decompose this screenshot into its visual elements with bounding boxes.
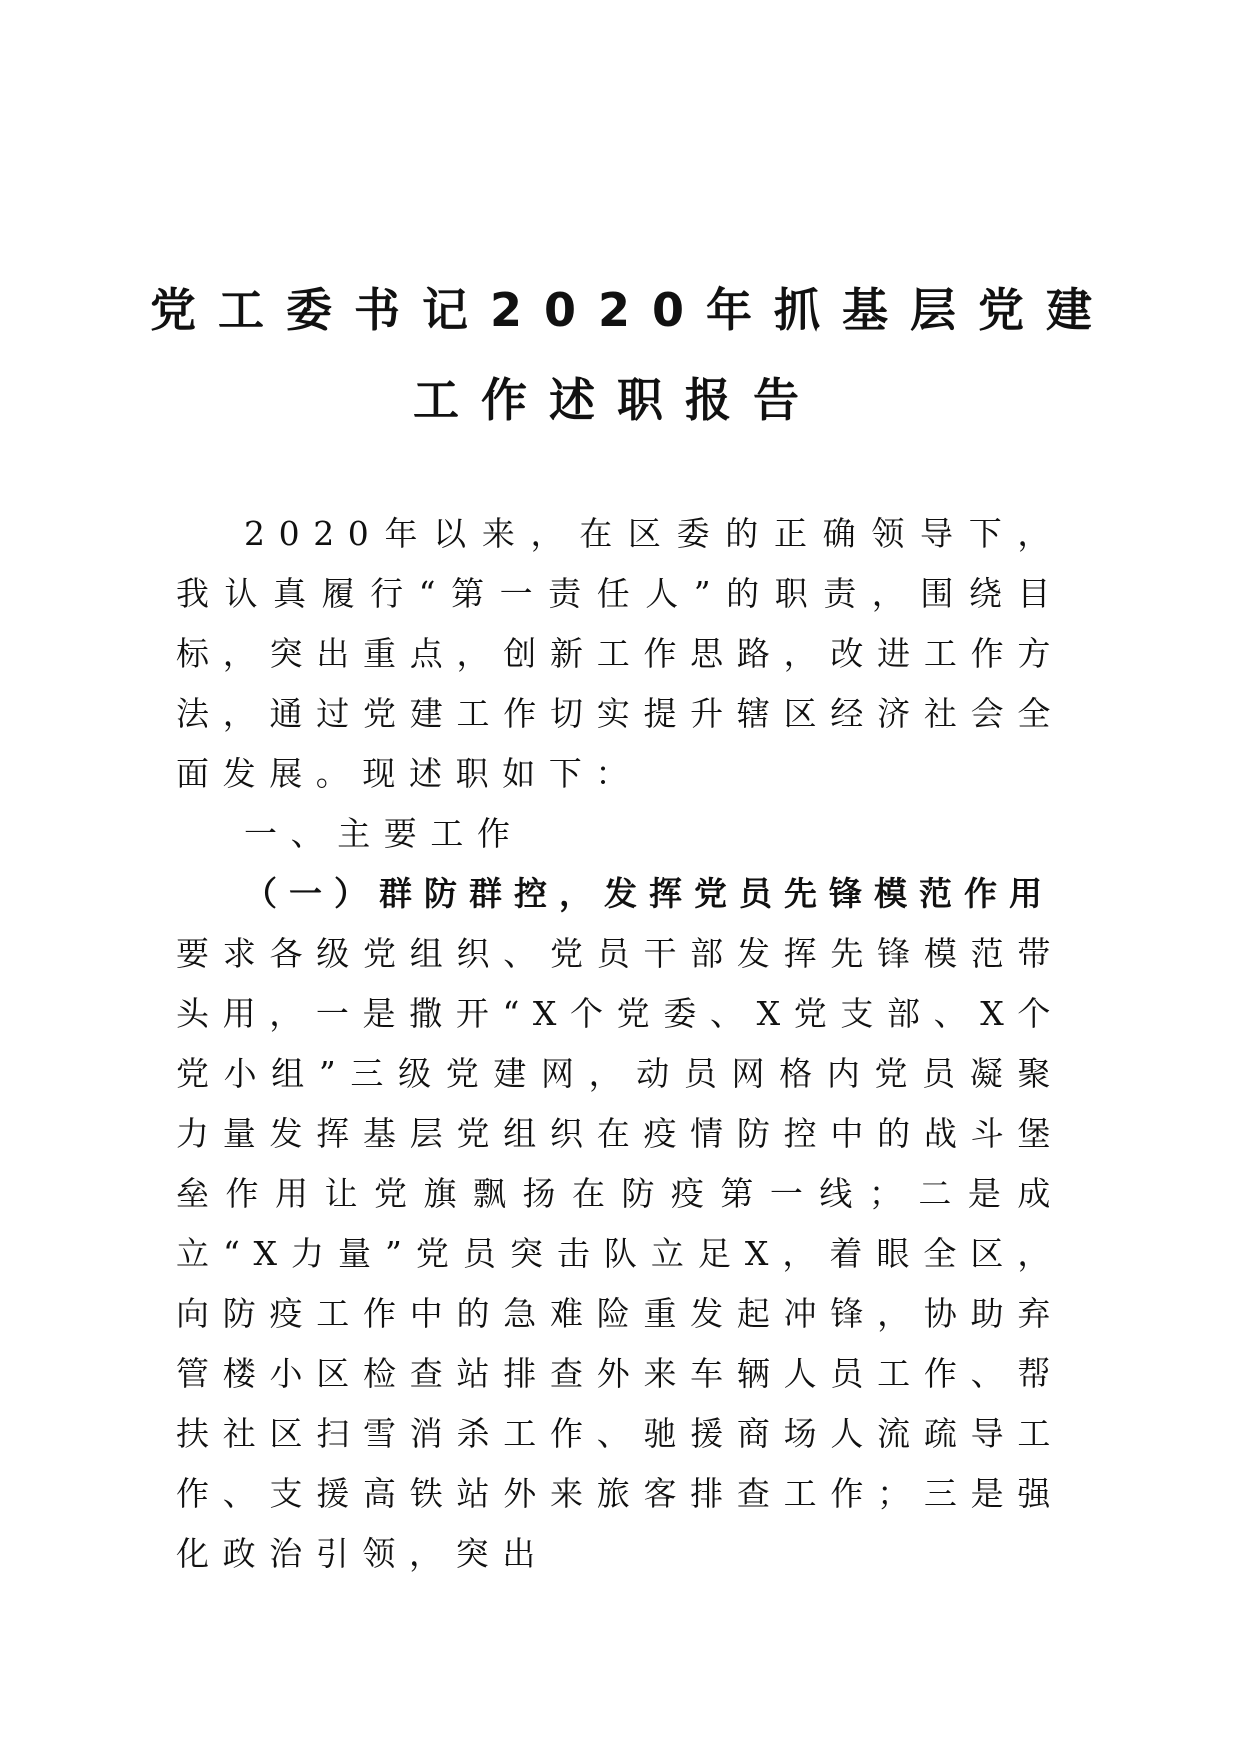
subsection-heading: （一）群防群控，发挥党员先锋模范作用 [244, 874, 1054, 913]
document-title-line-2: 工作述职报告 [413, 373, 821, 427]
subsection-body-paragraph: 要求各级党组织、党员干部发挥先锋模范带头用，一是撒开“X个党委、X党支部、X个党小组”三级党建网，动员网格内党员凝聚力量发挥基层党组织在疫情防控中的战斗堡垒作用让党旗飘扬在防疫第一线；二是成立“X力量”党员突击队立足X，着眼全区，向防疫工作中的急难险重发起冲锋，协助弃管楼小区检查站排查外来车辆人员工作、帮扶社区扫雪消杀工作、驰援商场人流疏导工作、支援高铁站外来旅客排查工作；三是强化政治引领，突出 [176, 934, 1064, 1573]
subsection-paragraph [176, 864, 1064, 924]
document-title-line-1: 党工委书记2020年抓基层党建 [150, 283, 1115, 337]
document-body [176, 504, 1064, 1584]
section-heading-main-work: 一、主要工作 [244, 814, 524, 853]
intro-paragraph: 2020年以来，在区委的正确领导下，我认真履行“第一责任人”的职责，围绕目标，突出重点，创新工作思路，改进工作方法，通过党建工作切实提升辖区经济社会全面发展。现述职如下： [176, 514, 1064, 793]
